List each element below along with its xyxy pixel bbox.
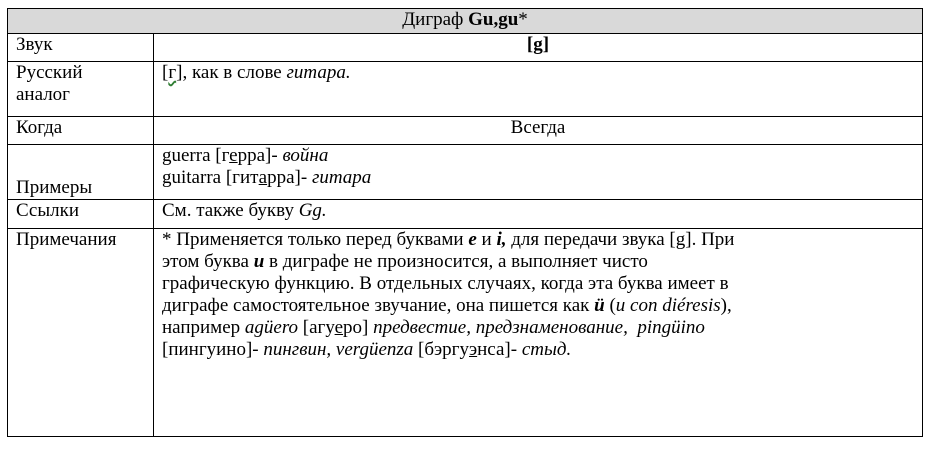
row-label-links: Ссылки (8, 200, 154, 229)
notes-text: и (476, 229, 497, 250)
notes-line-1 (162, 229, 914, 251)
notes-letter-u: u (253, 251, 265, 272)
row-label-examples: Примеры (8, 145, 154, 200)
example-pron: [гит (221, 167, 259, 188)
notes-value-cell (154, 229, 923, 437)
example-translation: война (282, 145, 329, 166)
example-pron: рра]- (237, 145, 283, 166)
example-line-2 (162, 167, 914, 189)
table-row (8, 117, 923, 145)
notes-pron: [агу (298, 317, 335, 338)
links-value-cell (154, 200, 923, 229)
table-row (8, 229, 923, 437)
analog-word: гитара. (286, 62, 351, 83)
title-row (8, 9, 923, 34)
example-word: guitarra (162, 167, 222, 188)
notes-pron: [пингуино]- (162, 339, 264, 360)
notes-line-4 (162, 295, 914, 317)
notes-example-word: vergüenza (335, 339, 414, 360)
table-row (8, 62, 923, 117)
notes-stress: е (334, 317, 344, 338)
title-suffix: * (518, 9, 528, 30)
notes-pron: нса]- (477, 339, 522, 360)
notes-line-2 (162, 251, 914, 273)
notes-translation: стыд. (521, 339, 572, 360)
notes-stress: э (468, 339, 478, 360)
notes-text: например (162, 317, 245, 338)
notes-translation: предвестие, предзнаменование, (373, 317, 628, 338)
title-prefix: Диграф (402, 9, 469, 30)
notes-line-5 (162, 317, 914, 339)
notes-line-6 (162, 339, 914, 361)
notes-letter-u-umlaut: ü (594, 295, 605, 316)
notes-text: в диграфе не произносится, а выполняет чисто (264, 251, 648, 272)
notes-letter-e: e (468, 229, 477, 250)
table-row (8, 34, 923, 62)
example-pron: рра]- (267, 167, 312, 188)
example-line-1 (162, 145, 914, 167)
notes-example-word: agüero (244, 317, 299, 338)
notes-letter-i: i, (496, 229, 507, 250)
links-letter: Gg. (298, 200, 327, 221)
analog-text: ], как в слове (176, 62, 287, 83)
sound-value: [g] (526, 34, 550, 55)
analog-letter: г (168, 62, 177, 83)
row-label-sound: Звук (8, 34, 154, 62)
notes-text: диграфе самостоятельное звучание, она пишется как (162, 295, 595, 316)
table-row (8, 200, 923, 229)
notes-term: u con diéresis (615, 295, 721, 316)
notes-text: ( (604, 295, 616, 316)
analog-label-line1: Русский (16, 62, 83, 83)
notes-translation: пингвин, (263, 339, 332, 360)
notes-text: ), (720, 295, 732, 316)
table-row (8, 145, 923, 200)
title-letters: Gu,gu (468, 9, 519, 30)
notes-text: для передачи звука [g]. При (506, 229, 735, 250)
example-stress: е (229, 145, 238, 166)
examples-value-cell (154, 145, 923, 200)
digraph-table (7, 8, 923, 437)
notes-text: этом буква (162, 251, 254, 272)
notes-space (628, 317, 638, 338)
notes-pron: [бэргу (413, 339, 469, 360)
example-stress: а (258, 167, 268, 188)
row-label-notes: Примечания (8, 229, 154, 437)
sound-value-cell (154, 34, 923, 62)
analog-label-line2: аналог (16, 84, 70, 105)
example-translation: гитара (311, 167, 372, 188)
notes-text: * Применяется только перед буквами (162, 229, 469, 250)
analog-bracket-open: [ (162, 62, 169, 83)
analog-value-cell (154, 62, 923, 117)
row-label-analog (8, 62, 154, 117)
example-pron: [г (210, 145, 230, 166)
notes-pron: ро] (343, 317, 374, 338)
when-value: Всегда (154, 117, 923, 145)
example-word: guerra (162, 145, 211, 166)
row-label-when: Когда (8, 117, 154, 145)
notes-line-3: графическую функцию. В отдельных случаях, когда эта буква имеет в (162, 273, 729, 294)
links-text: См. также букву (162, 200, 299, 221)
notes-example-word: pingüino (637, 317, 705, 338)
table-title (8, 9, 923, 34)
